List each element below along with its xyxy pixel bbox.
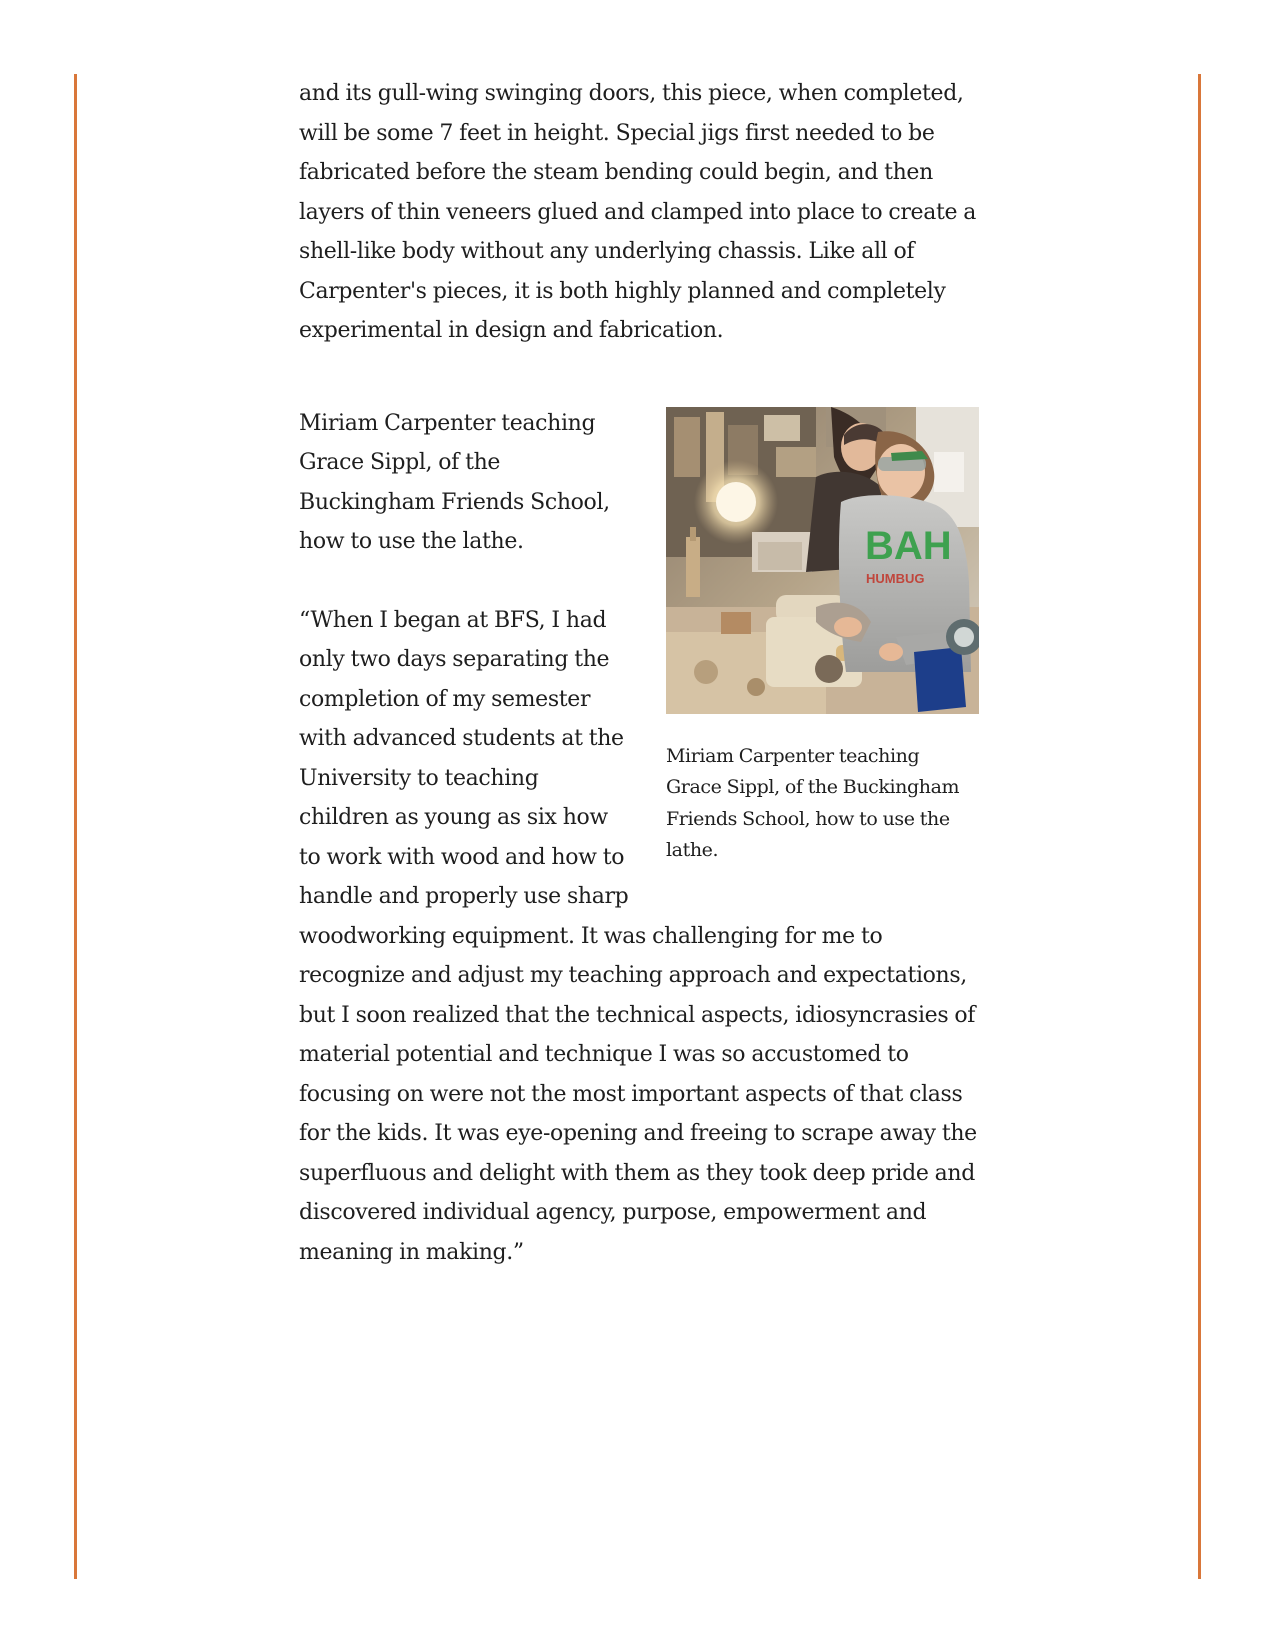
quote-paragraph: “When I began at BFS, I had only two days separating the completion of my semester with advanced students at the University to teaching children as young as six how to work with wood and how to handle and properly use sharp woodworking equipment. It was challenging for me to recognize and adjust my teaching approach and expectations, but I soon realized that the technical aspects, idiosyncrasies of material potential and technique I was so accustomed to focusing on were not the most important aspects of that class for the kids. It was eye-opening and freeing to scrape away the superfluous and delight with them as they took deep pride and discovered individual agency, purpose, empowerment and meaning in making.” — [299, 607, 977, 1265]
photo-caption: Miriam Carpenter teaching Grace Sippl, of the Buckingham Friends School, how to use the lathe. — [666, 744, 960, 861]
article-column — [299, 74, 979, 1272]
intro-paragraph: and its gull-wing swinging doors, this piece, when completed, will be some 7 feet in height. Special jigs first needed to be fabricated before the steam bending could begin, and then layers of thin veneers glued and clamped into place to create a shell-like body without any underlying chassis. Like all of Carpenter's pieces, it is both highly planned and completely experimental in design and fabrication. — [299, 81, 977, 343]
left-accent-rule — [74, 74, 77, 1579]
workshop-lathe-photo — [666, 407, 979, 714]
hoodie-print-text: BAH — [865, 523, 952, 568]
photo-figure — [666, 404, 979, 867]
hoodie-print-subtext: HUMBUG — [866, 570, 925, 586]
lead-caption-paragraph: Miriam Carpenter teaching Grace Sippl, of the Buckingham Friends School, how to use the lathe. — [299, 410, 610, 554]
right-accent-rule — [1198, 74, 1201, 1579]
